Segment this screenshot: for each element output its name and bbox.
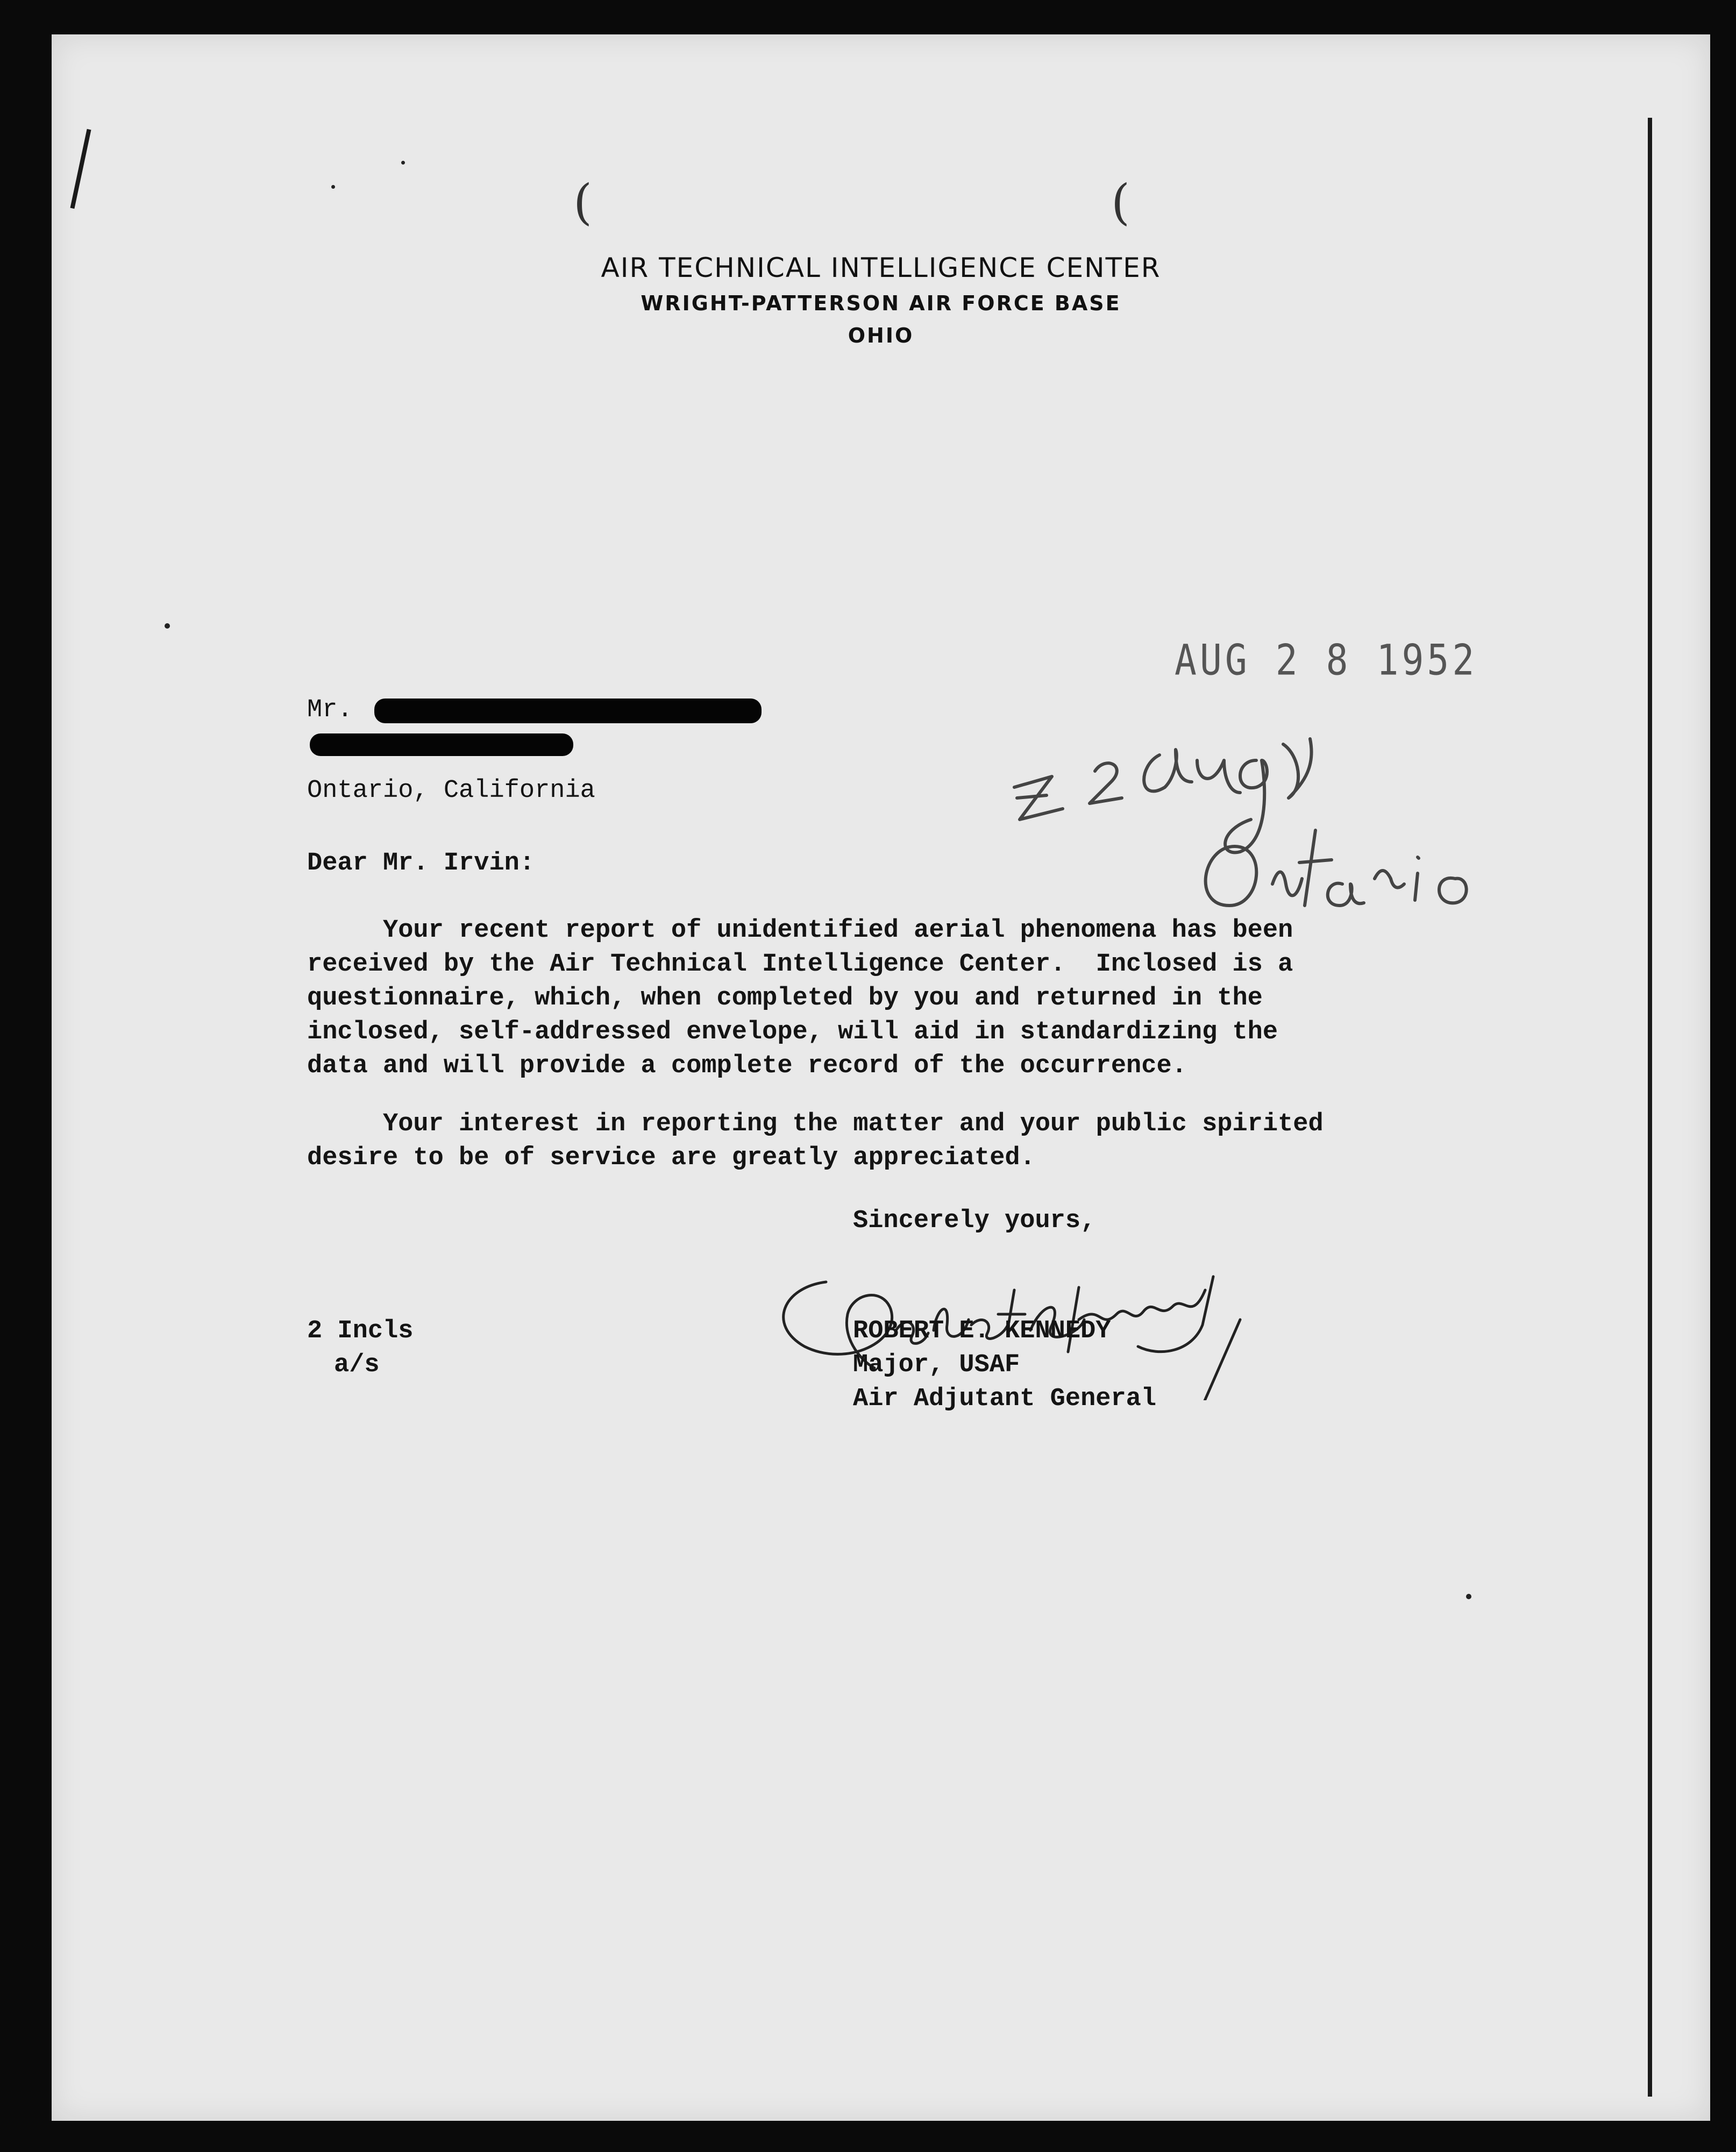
punch-mark-right: (: [1111, 174, 1130, 231]
recipient-prefix: Mr.: [307, 696, 353, 724]
body-line: desire to be of service are greatly appreciated.: [307, 1144, 1035, 1172]
margin-mark: [70, 129, 91, 209]
recipient-city: Ontario, California: [307, 776, 595, 805]
speck: [331, 185, 335, 189]
body-line: Your interest in reporting the matter and your public spirited: [307, 1110, 1324, 1138]
body-line: Your recent report of unidentified aerial phenomena has been: [307, 916, 1293, 945]
handwritten-annotation: [1004, 723, 1606, 938]
body-line: questionnaire, which, when completed by you and returned in the: [307, 984, 1263, 1013]
date-stamp: AUG 2 8 1952: [1175, 636, 1478, 685]
signer-rank: Major, USAF: [853, 1351, 1020, 1379]
punch-mark-left: (: [573, 174, 593, 231]
body-line: received by the Air Technical Intelligence Center. Inclosed is a: [307, 950, 1293, 979]
letterhead-state: OHIO: [848, 324, 914, 347]
signer-title: Air Adjutant General: [853, 1385, 1157, 1413]
redaction-name: [374, 699, 762, 723]
redaction-address: [310, 733, 573, 756]
greeting: Dear Mr. Irvin:: [307, 849, 535, 878]
letterhead-title: AIR TECHNICAL INTELLIGENCE CENTER: [601, 252, 1161, 283]
speck: [401, 161, 405, 165]
body-line: data and will provide a complete record of the occurrence.: [307, 1052, 1187, 1080]
document-page: [52, 34, 1710, 2121]
letterhead-base: WRIGHT-PATTERSON AIR FORCE BASE: [641, 291, 1121, 315]
enclosures-note: a/s: [334, 1351, 380, 1379]
enclosures-count: 2 Incls: [307, 1317, 414, 1345]
page-edge-line: [1648, 118, 1652, 2097]
closing: Sincerely yours,: [853, 1207, 1096, 1235]
speck: [165, 623, 170, 629]
body-line: inclosed, self-addressed envelope, will aid in standardizing the: [307, 1018, 1278, 1046]
signer-name: ROBERT E. KENNEDY: [853, 1317, 1111, 1345]
speck: [1466, 1594, 1471, 1599]
